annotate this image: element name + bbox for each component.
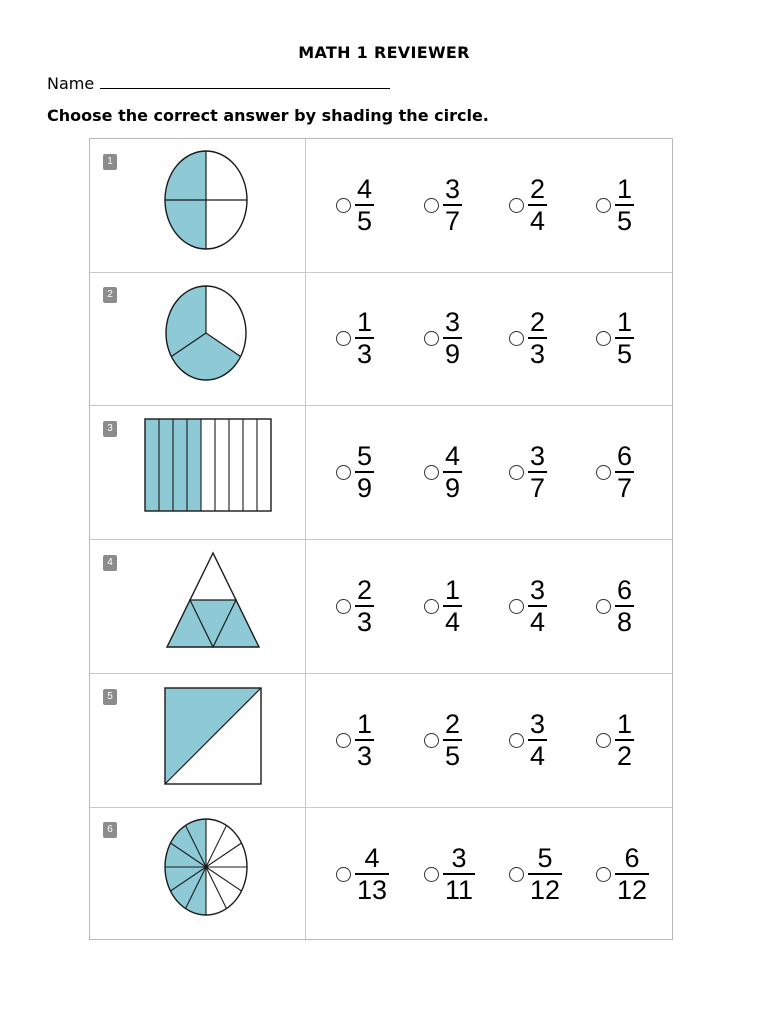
question-row: [90, 139, 672, 273]
question-number-badge: 1: [103, 154, 117, 170]
answer-option[interactable]: [596, 272, 634, 405]
denominator: 3: [357, 741, 373, 771]
numerator: 3: [530, 709, 546, 739]
fraction: [443, 443, 462, 502]
denominator: 12: [617, 874, 648, 905]
fraction: [443, 309, 462, 368]
figure-cell: [90, 139, 306, 272]
answer-circle[interactable]: [424, 867, 439, 882]
question-row: [90, 272, 672, 406]
instructions: Choose the correct answer by shading the circle.: [47, 106, 489, 125]
fraction: [443, 577, 462, 636]
answer-circle[interactable]: [596, 867, 611, 882]
answer-options: [306, 406, 672, 539]
answer-circle[interactable]: [336, 867, 351, 882]
numerator: 1: [357, 709, 373, 739]
answer-options: [306, 807, 672, 941]
answer-option[interactable]: [424, 272, 462, 405]
answer-option[interactable]: [336, 674, 374, 807]
fraction: [355, 443, 374, 502]
figure-cell: [90, 272, 306, 405]
answer-circle[interactable]: [424, 465, 439, 480]
answer-circle[interactable]: [336, 198, 351, 213]
figure-cell: [90, 540, 306, 673]
fraction: [528, 842, 562, 905]
answer-option[interactable]: [336, 272, 374, 405]
denominator: 5: [445, 741, 461, 771]
fraction: [615, 842, 649, 905]
denominator: 9: [445, 473, 461, 503]
numerator: 3: [451, 842, 467, 873]
question-table: [89, 138, 673, 940]
answer-circle[interactable]: [596, 465, 611, 480]
denominator: 7: [617, 473, 633, 503]
answer-option[interactable]: [509, 139, 547, 272]
numerator: 1: [445, 575, 461, 605]
question-number-badge: 5: [103, 689, 117, 705]
fraction: [355, 309, 374, 368]
denominator: 3: [357, 339, 373, 369]
answer-option[interactable]: [424, 139, 462, 272]
denominator: 5: [617, 206, 633, 236]
figure-cell: [90, 807, 306, 941]
name-row: [47, 74, 390, 93]
denominator: 2: [617, 741, 633, 771]
question-row: [90, 540, 672, 674]
numerator: 2: [357, 575, 373, 605]
fraction: [528, 176, 547, 235]
numerator: 5: [537, 842, 553, 873]
answer-circle[interactable]: [424, 331, 439, 346]
denominator: 12: [530, 874, 561, 905]
fraction-figure: [90, 807, 306, 940]
fraction-figure: [90, 139, 306, 272]
page-title: MATH 1 REVIEWER: [298, 43, 470, 62]
numerator: 3: [530, 441, 546, 471]
denominator: 3: [357, 607, 373, 637]
denominator: 5: [357, 206, 373, 236]
fraction: [615, 309, 634, 368]
answer-circle[interactable]: [509, 599, 524, 614]
question-number-badge: 4: [103, 555, 117, 571]
denominator: 4: [445, 607, 461, 637]
answer-circle[interactable]: [336, 465, 351, 480]
fraction-figure: [90, 674, 306, 807]
fraction: [355, 176, 374, 235]
answer-circle[interactable]: [509, 867, 524, 882]
question-number-badge: 2: [103, 287, 117, 303]
denominator: 13: [357, 874, 388, 905]
answer-option[interactable]: [596, 807, 649, 941]
numerator: 6: [617, 575, 633, 605]
question-row: [90, 406, 672, 540]
numerator: 3: [530, 575, 546, 605]
fraction: [528, 711, 547, 770]
answer-circle[interactable]: [336, 331, 351, 346]
denominator: 7: [530, 473, 546, 503]
fraction-figure: [90, 540, 306, 673]
answer-option[interactable]: [336, 139, 374, 272]
answer-circle[interactable]: [509, 198, 524, 213]
numerator: 1: [357, 307, 373, 337]
fraction-figure: [90, 406, 306, 539]
shaded-region: [167, 600, 259, 647]
fraction: [528, 577, 547, 636]
fraction-figure: [90, 272, 306, 405]
answer-option[interactable]: [596, 540, 634, 673]
denominator: 9: [357, 473, 373, 503]
denominator: 4: [530, 607, 546, 637]
answer-option[interactable]: [509, 272, 547, 405]
answer-circle[interactable]: [336, 599, 351, 614]
fraction: [355, 842, 389, 905]
fraction: [528, 309, 547, 368]
answer-option[interactable]: [424, 540, 462, 673]
answer-option[interactable]: [596, 406, 634, 539]
numerator: 6: [624, 842, 640, 873]
fraction: [528, 443, 547, 502]
fraction: [615, 443, 634, 502]
numerator: 4: [364, 842, 380, 873]
denominator: 4: [530, 741, 546, 771]
answer-circle[interactable]: [596, 733, 611, 748]
denominator: 4: [530, 206, 546, 236]
answer-option[interactable]: [336, 406, 374, 539]
answer-circle[interactable]: [509, 465, 524, 480]
answer-circle[interactable]: [596, 599, 611, 614]
answer-option[interactable]: [336, 807, 389, 941]
numerator: 1: [617, 174, 633, 204]
answer-option[interactable]: [424, 807, 475, 941]
fraction: [355, 711, 374, 770]
numerator: 3: [445, 174, 461, 204]
answer-circle[interactable]: [596, 331, 611, 346]
denominator: 11: [445, 874, 474, 905]
answer-circle[interactable]: [596, 198, 611, 213]
answer-options: [306, 674, 672, 807]
numerator: 1: [617, 709, 633, 739]
question-row: [90, 674, 672, 808]
fraction: [443, 711, 462, 770]
figure-cell: [90, 406, 306, 539]
numerator: 2: [445, 709, 461, 739]
answer-circle[interactable]: [336, 733, 351, 748]
numerator: 4: [357, 174, 373, 204]
fraction: [443, 176, 462, 235]
question-row: [90, 807, 672, 941]
answer-circle[interactable]: [424, 733, 439, 748]
figure-cell: [90, 674, 306, 807]
numerator: 6: [617, 441, 633, 471]
fraction: [443, 842, 475, 905]
denominator: 9: [445, 339, 461, 369]
name-field[interactable]: [100, 74, 390, 89]
denominator: 8: [617, 607, 633, 637]
answer-options: [306, 272, 672, 405]
fraction: [615, 577, 634, 636]
numerator: 1: [617, 307, 633, 337]
denominator: 7: [445, 206, 461, 236]
question-number-badge: 3: [103, 421, 117, 437]
fraction: [615, 711, 634, 770]
numerator: 5: [357, 441, 373, 471]
answer-option[interactable]: [336, 540, 374, 673]
name-label: Name: [47, 74, 95, 93]
numerator: 2: [530, 307, 546, 337]
numerator: 2: [530, 174, 546, 204]
answer-option[interactable]: [509, 674, 547, 807]
answer-option[interactable]: [596, 139, 634, 272]
answer-circle[interactable]: [509, 733, 524, 748]
answer-options: [306, 540, 672, 673]
answer-option[interactable]: [509, 807, 562, 941]
numerator: 4: [445, 441, 461, 471]
answer-options: [306, 139, 672, 272]
question-number-badge: 6: [103, 822, 117, 838]
answer-circle[interactable]: [424, 599, 439, 614]
fraction: [615, 176, 634, 235]
answer-option[interactable]: [509, 406, 547, 539]
fraction: [355, 577, 374, 636]
denominator: 5: [617, 339, 633, 369]
answer-option[interactable]: [509, 540, 547, 673]
answer-option[interactable]: [424, 674, 462, 807]
denominator: 3: [530, 339, 546, 369]
answer-circle[interactable]: [424, 198, 439, 213]
answer-circle[interactable]: [509, 331, 524, 346]
answer-option[interactable]: [424, 406, 462, 539]
answer-option[interactable]: [596, 674, 634, 807]
numerator: 3: [445, 307, 461, 337]
